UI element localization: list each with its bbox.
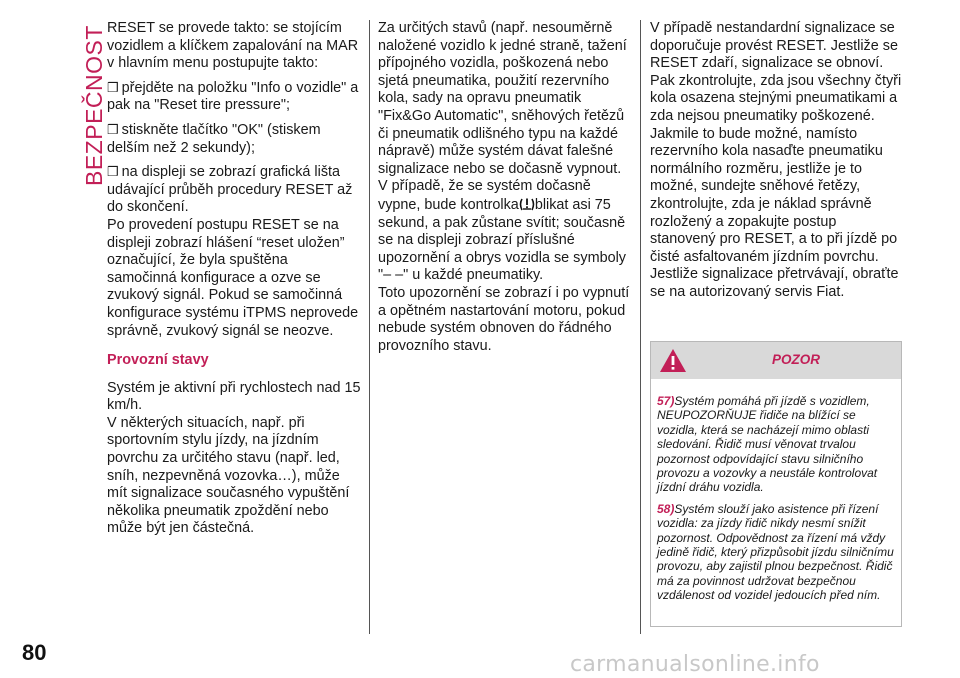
text-before-icon: Za určitých stavů (např. nesouměrně naložené vozidlo k jedné straně, tažení přípojného vozidla, poškozená nebo sjetá pneumatika, použití rezervního kola, sady na opravu pneumatik "Fix&Go Automatic", sněhových řetězů či pneumatik odlišného typu na každé nápravě) může systém dávat falešné signalizace nebo se dočasně vypnout. V případě, že se systém dočasně vypne, bude kontrolka xyxy=(378,20,627,213)
column-3 xyxy=(650,20,904,302)
warning-body xyxy=(657,394,897,610)
warning-number: 57) xyxy=(657,394,675,408)
section-tab xyxy=(55,25,107,186)
text-after-icon: blikat asi 75 sekund, a pak zůstane svítit; současně se na displeji zobrazí příslušné upozornění a obrys vozidla se symboly "– –" u každé pneumatiky. xyxy=(378,196,626,284)
step-text: stiskněte tlačítko "OK" (stiskem delším než 2 sekundy); xyxy=(107,121,321,156)
reset-intro: RESET se provede takto: se stojícím vozidlem a klíčkem zapalování na MAR v hlavním menu postupujte takto: xyxy=(107,20,359,72)
warning-text: Systém pomáhá při jízdě s vozidlem, NEUPOZORŇUJE řidiče na blížící se vozidla, která se nacházejí mimo oblasti sledování. Řidič musí věnovat trvalou pozornost odpovídající stavu silničního provozu a vozovky a neustále kontrolovat jízdní dráhu vozidla. xyxy=(657,394,878,495)
bullet-icon: ❒ xyxy=(107,121,119,137)
warning-item xyxy=(657,394,897,495)
situations-text: V některých situacích, např. při sportovním stylu jízdy, na jízdním povrchu za určitého stavu (např. led, sníh, nezpevněná vozovka…), může mít signalizace současného vypuštění několika pneumatik zpoždění nebo může být jen částečná. xyxy=(107,414,350,537)
column-divider xyxy=(369,20,370,634)
step-text: přejděte na položku "Info o vozidle" a pak na "Reset tire pressure"; xyxy=(107,79,359,114)
step-item xyxy=(107,121,361,157)
column-divider xyxy=(640,20,641,634)
page-number: 80 xyxy=(22,640,47,665)
warning-text: Systém slouží jako asistence při řízení vozidla: za jízdy řidič nikdy nesmí snížit pozornost. Odpovědnost za řízení má vždy jedině řidič, který přizpůsobit jízdu silničnímu provozu, aby zajistil plnou bezpečnost. Řidič má za povinnost udržovat bezpečnou vzdálenost od vozidel jedoucích před ním. xyxy=(657,501,894,603)
section-title: BEZPEČNOST xyxy=(81,25,107,186)
bullet-icon: ❒ xyxy=(107,79,119,95)
tpms-warning-icon xyxy=(519,196,535,212)
step-item xyxy=(107,79,361,115)
false-signal-text xyxy=(378,20,632,285)
watermark: carmanualsonline.info xyxy=(570,652,820,677)
column-2 xyxy=(378,20,632,355)
warning-header xyxy=(651,342,901,379)
warning-item xyxy=(657,502,897,603)
section-heading: Provozní stavy xyxy=(107,352,209,369)
warning-number: 58) xyxy=(657,501,675,516)
step-text: na displeji se zobrazí grafická lišta udávající průběh procedury RESET až do skončení. xyxy=(107,164,353,216)
warning-box xyxy=(650,341,902,627)
warning-persist-text: Toto upozornění se zobrazí i po vypnutí a opětném nastartování motoru, pokud nebude systém obnoven do řádného provozního stavu. xyxy=(378,284,630,354)
warning-triangle-icon xyxy=(659,348,687,373)
reset-result-text: Po provedení postupu RESET se na displeji zobrazí hlášení “reset uložen” označující, že byla spuštěna samočinná konfigurace a ozve se zvukový signál. Pokud se samočinná konfigurace systému iTPMS neprovede správně, zvukový signál se neozve. xyxy=(107,216,359,339)
speed-text: Systém je aktivní při rychlostech nad 15 km/h. xyxy=(107,379,361,414)
bullet-icon: ❒ xyxy=(107,164,119,180)
step-item xyxy=(107,163,361,217)
reset-recommendation-text: V případě nestandardní signalizace se doporučuje provést RESET. Jestliže se RESET zdaří, signalizace se obnoví. Pak zkontrolujte, zda jsou všechny čtyři kola osazena stejnými pneumatikami a zda nejsou pneumatiky poškozené. Jakmile to bude možné, namísto rezervního kola nasaďte pneumatiku normálního rozměru, jestliže je to možné, sundejte sněhové řetězy, zkontrolujte, zda je náklad správně rozložený a zopakujte postup stanovený pro RESET, a to při jízdě po čisté asfaltovaném jízdním povrchu. Jestliže signalizace přetrvávají, obraťte se na autorizovaný servis Fiat. xyxy=(650,20,902,300)
warning-title: POZOR xyxy=(771,352,820,367)
column-1 xyxy=(107,20,361,538)
